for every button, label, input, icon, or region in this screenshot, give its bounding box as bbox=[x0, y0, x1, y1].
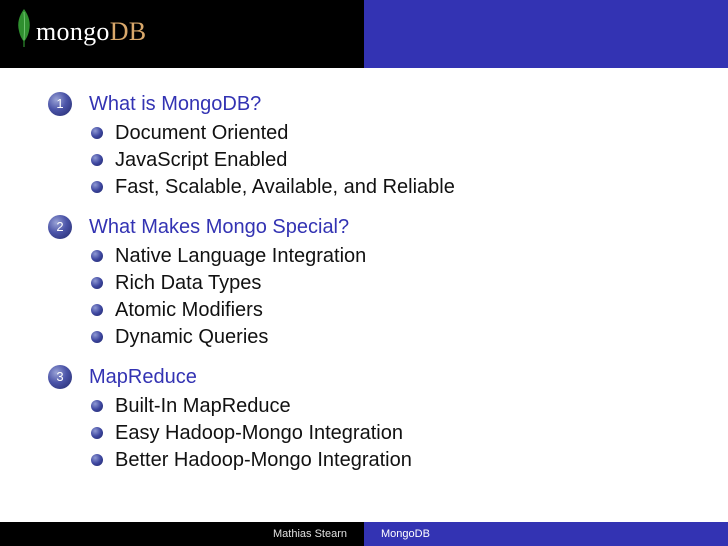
slide-header bbox=[0, 0, 728, 68]
mongodb-leaf-icon bbox=[16, 8, 32, 48]
list-item bbox=[48, 120, 708, 147]
logo-text-mongo: mongo bbox=[36, 17, 110, 46]
footer-author: Mathias Stearn bbox=[273, 528, 347, 540]
list-item bbox=[48, 420, 708, 447]
list-item bbox=[48, 324, 708, 351]
list-item bbox=[48, 174, 708, 201]
section-title: What is MongoDB? bbox=[89, 93, 262, 115]
list-item bbox=[48, 270, 708, 297]
section-number-ball: 3 bbox=[48, 365, 72, 389]
section-number-ball: 1 bbox=[48, 92, 72, 116]
header-right-panel bbox=[364, 0, 728, 68]
bullet-icon bbox=[91, 127, 103, 139]
outline-list bbox=[48, 90, 708, 486]
section-number-ball: 2 bbox=[48, 215, 72, 239]
section-items bbox=[48, 393, 708, 474]
bullet-icon bbox=[91, 400, 103, 412]
bullet-icon bbox=[91, 181, 103, 193]
outline-section bbox=[48, 213, 708, 351]
list-item-text: Easy Hadoop-Mongo Integration bbox=[115, 422, 403, 444]
logo-wordmark bbox=[36, 17, 146, 47]
outline-section bbox=[48, 363, 708, 474]
bullet-icon bbox=[91, 250, 103, 262]
outline-section bbox=[48, 90, 708, 201]
list-item-text: Fast, Scalable, Available, and Reliable bbox=[115, 176, 455, 198]
list-item-text: Dynamic Queries bbox=[115, 326, 269, 348]
footer-right-panel bbox=[364, 522, 728, 546]
section-heading bbox=[48, 363, 708, 393]
list-item-text: JavaScript Enabled bbox=[115, 149, 288, 171]
bullet-icon bbox=[91, 331, 103, 343]
header-left-panel bbox=[0, 0, 364, 68]
bullet-icon bbox=[91, 427, 103, 439]
section-title: MapReduce bbox=[89, 366, 197, 388]
footer-left-panel bbox=[0, 522, 364, 546]
bullet-icon bbox=[91, 154, 103, 166]
list-item-text: Native Language Integration bbox=[115, 245, 367, 267]
list-item-text: Rich Data Types bbox=[115, 272, 262, 294]
list-item bbox=[48, 243, 708, 270]
bullet-icon bbox=[91, 277, 103, 289]
section-items bbox=[48, 243, 708, 351]
list-item-text: Better Hadoop-Mongo Integration bbox=[115, 449, 412, 471]
list-item-text: Document Oriented bbox=[115, 122, 289, 144]
footer-title: MongoDB bbox=[381, 528, 430, 540]
list-item bbox=[48, 297, 708, 324]
list-item bbox=[48, 447, 708, 474]
bullet-icon bbox=[91, 304, 103, 316]
bullet-icon bbox=[91, 454, 103, 466]
section-title: What Makes Mongo Special? bbox=[89, 216, 350, 238]
list-item bbox=[48, 147, 708, 174]
list-item-text: Built-In MapReduce bbox=[115, 395, 291, 417]
section-heading bbox=[48, 90, 708, 120]
section-items bbox=[48, 120, 708, 201]
slide-footer bbox=[0, 522, 728, 546]
list-item-text: Atomic Modifiers bbox=[115, 299, 263, 321]
logo-text-db: DB bbox=[109, 17, 147, 46]
section-heading bbox=[48, 213, 708, 243]
list-item bbox=[48, 393, 708, 420]
